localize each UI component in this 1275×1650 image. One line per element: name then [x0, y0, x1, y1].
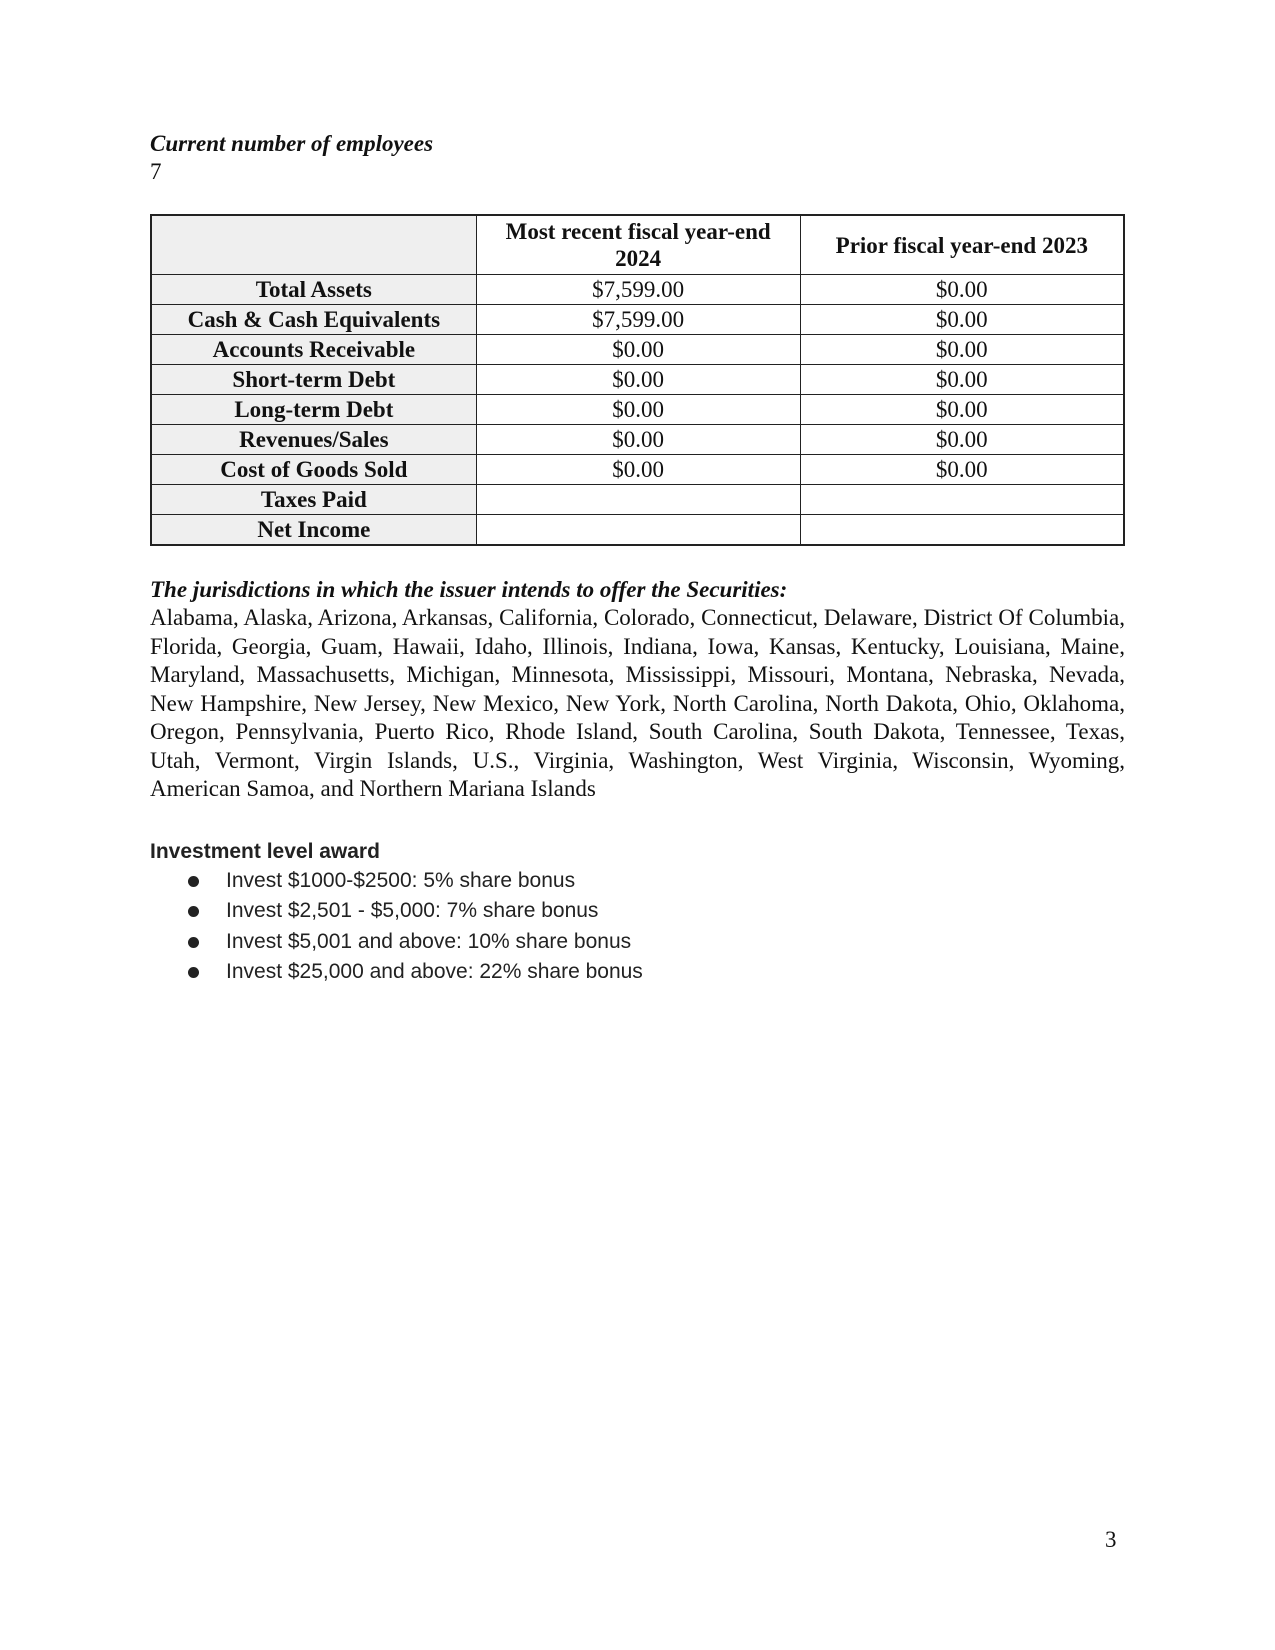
- row-label: Cash & Cash Equivalents: [151, 305, 476, 335]
- row-label: Short-term Debt: [151, 365, 476, 395]
- row-label: Total Assets: [151, 275, 476, 305]
- cell-recent-year: [476, 515, 800, 546]
- employees-value: 7: [150, 159, 162, 184]
- cell-prior-year: [800, 485, 1124, 515]
- jurisdictions-title: The jurisdictions in which the issuer intends to offer the Securities:: [150, 577, 788, 602]
- cell-recent-year: $0.00: [476, 365, 800, 395]
- table-row: [151, 275, 1124, 305]
- table-row: [151, 485, 1124, 515]
- page-number: 3: [1105, 1527, 1117, 1552]
- list-item: [188, 927, 1125, 958]
- table-row: [151, 305, 1124, 335]
- bullet-icon: [188, 937, 199, 948]
- table-row: [151, 395, 1124, 425]
- row-label: Cost of Goods Sold: [151, 455, 476, 485]
- row-label: Net Income: [151, 515, 476, 546]
- cell-prior-year: [800, 515, 1124, 546]
- header-recent-year: Most recent fiscal year-end 2024: [476, 215, 800, 275]
- employees-label: Current number of employees: [150, 131, 434, 156]
- investment-award-title: Investment level award: [150, 839, 380, 863]
- cell-prior-year: $0.00: [800, 425, 1124, 455]
- document-page: [150, 130, 1125, 988]
- cell-recent-year: [476, 485, 800, 515]
- cell-recent-year: $7,599.00: [476, 275, 800, 305]
- investment-award-list: [150, 866, 1125, 988]
- list-item: [188, 866, 1125, 897]
- header-prior-year: Prior fiscal year-end 2023: [800, 215, 1124, 275]
- table-header-row: [151, 215, 1124, 275]
- list-item-text: Invest $2,501 - $5,000: 7% share bonus: [226, 899, 599, 922]
- table-row: [151, 365, 1124, 395]
- cell-prior-year: $0.00: [800, 365, 1124, 395]
- jurisdictions-list: Alabama, Alaska, Arizona, Arkansas, California, Colorado, Connecticut, Delaware, District Of Columbia, Florida, Georgia, Guam, Hawaii, Idaho, Illinois, Indiana, Iowa, Kansas, Kentucky, Louisiana, Maine, Maryland, Massachusetts, Michigan, Minnesota, Mississippi, Missouri, Montana, Nebraska, Nevada, New Hampshire, New Jersey, New Mexico, New York, North Carolina, North Dakota, Ohio, Oklahoma, Oregon, Pennsylvania, Puerto Rico, Rhode Island, South Carolina, South Dakota, Tennessee, Texas, Utah, Vermont, Virgin Islands, U.S., Virginia, Washington, West Virginia, Wisconsin, Wyoming, American Samoa, and Northern Mariana Islands: [150, 605, 1125, 801]
- cell-prior-year: $0.00: [800, 275, 1124, 305]
- table-row: [151, 425, 1124, 455]
- table-row: [151, 335, 1124, 365]
- header-blank: [151, 215, 476, 275]
- cell-prior-year: $0.00: [800, 335, 1124, 365]
- row-label: Long-term Debt: [151, 395, 476, 425]
- bullet-icon: [188, 967, 199, 978]
- table-row: [151, 515, 1124, 546]
- list-item: [188, 896, 1125, 927]
- row-label: Taxes Paid: [151, 485, 476, 515]
- list-item-text: Invest $25,000 and above: 22% share bonus: [226, 960, 643, 983]
- list-item-text: Invest $5,001 and above: 10% share bonus: [226, 929, 632, 953]
- row-label: Accounts Receivable: [151, 335, 476, 365]
- bullet-icon: [188, 906, 199, 917]
- cell-prior-year: $0.00: [800, 305, 1124, 335]
- cell-recent-year: $0.00: [476, 455, 800, 485]
- table-row: [151, 455, 1124, 485]
- financial-table: [150, 214, 1125, 546]
- cell-prior-year: $0.00: [800, 455, 1124, 485]
- cell-recent-year: $0.00: [476, 425, 800, 455]
- cell-recent-year: $7,599.00: [476, 305, 800, 335]
- table-body: [151, 275, 1124, 546]
- cell-recent-year: $0.00: [476, 335, 800, 365]
- row-label: Revenues/Sales: [151, 425, 476, 455]
- cell-recent-year: $0.00: [476, 395, 800, 425]
- list-item-text: Invest $1000-$2500: 5% share bonus: [226, 868, 576, 892]
- list-item: [188, 957, 1125, 988]
- cell-prior-year: $0.00: [800, 395, 1124, 425]
- bullet-icon: [188, 876, 199, 887]
